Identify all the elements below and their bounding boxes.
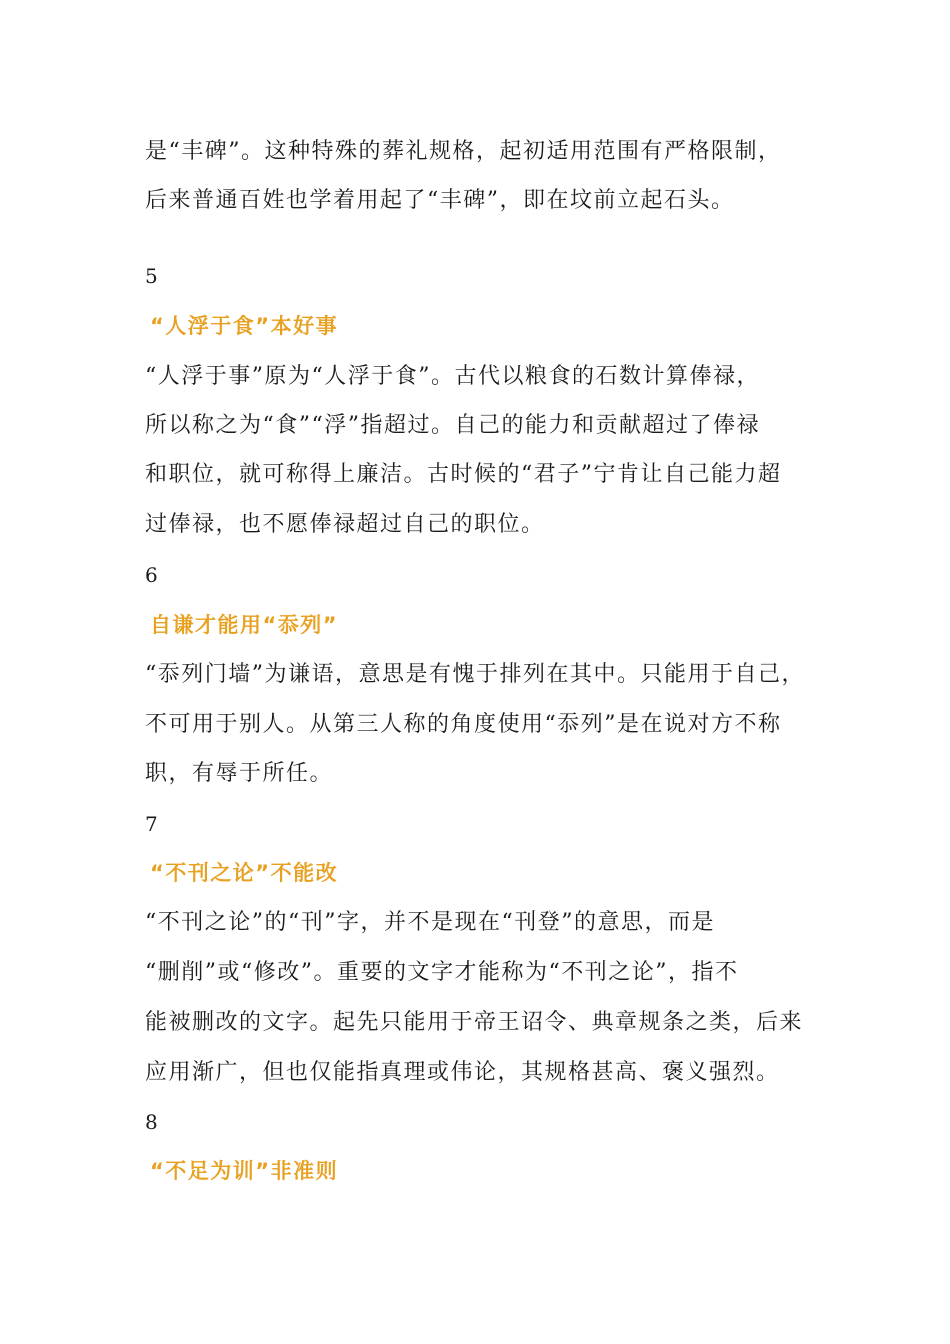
section-6-line-2: 不可用于别人。从第三人称的角度使用“忝列”是在说对方不称 xyxy=(145,712,782,737)
section-5-line-1: “人浮于事”原为“人浮于食”。古代以粮食的石数计算俸禄， xyxy=(145,364,760,389)
section-7-line-3: 能被删改的文字。起先只能用于帝王诏令、典章规条之类，后来 xyxy=(145,1010,804,1035)
section-heading-8: “不足为训”非准则 xyxy=(150,1159,339,1183)
section-6-line-1: “忝列门墙”为谦语，意思是有愧于排列在其中。只能用于自己， xyxy=(145,662,805,687)
section-heading-7: “不刊之论”不能改 xyxy=(150,861,339,885)
section-number-6: 6 xyxy=(145,563,158,587)
section-5-line-2: 所以称之为“食”“浮”指超过。自己的能力和贡献超过了俸禄 xyxy=(145,413,760,438)
intro-line-1: 是“丰碑”。这种特殊的葬礼规格，起初适用范围有严格限制， xyxy=(145,139,782,164)
section-7-line-4: 应用渐广，但也仅能指真理或伟论，其规格甚高、褒义强烈。 xyxy=(145,1060,780,1085)
section-number-7: 7 xyxy=(145,812,158,836)
intro-line-2: 后来普通百姓也学着用起了“丰碑”，即在坟前立起石头。 xyxy=(145,188,735,213)
section-5-line-3: 和职位，就可称得上廉洁。古时候的“君子”宁肯让自己能力超 xyxy=(145,462,782,487)
section-7-line-2: “删削”或“修改”。重要的文字才能称为“不刊之论”，指不 xyxy=(145,960,739,985)
section-heading-5: “人浮于食”本好事 xyxy=(150,314,339,338)
section-7-line-1: “不刊之论”的“刊”字，并不是现在“刊登”的意思，而是 xyxy=(145,910,715,935)
section-number-5: 5 xyxy=(145,264,158,288)
section-5-line-4: 过俸禄，也不愿俸禄超过自己的职位。 xyxy=(145,512,545,537)
section-heading-6: 自谦才能用“忝列” xyxy=(150,613,339,637)
section-number-8: 8 xyxy=(145,1110,158,1134)
section-6-line-3: 职，有辱于所任。 xyxy=(145,761,334,786)
